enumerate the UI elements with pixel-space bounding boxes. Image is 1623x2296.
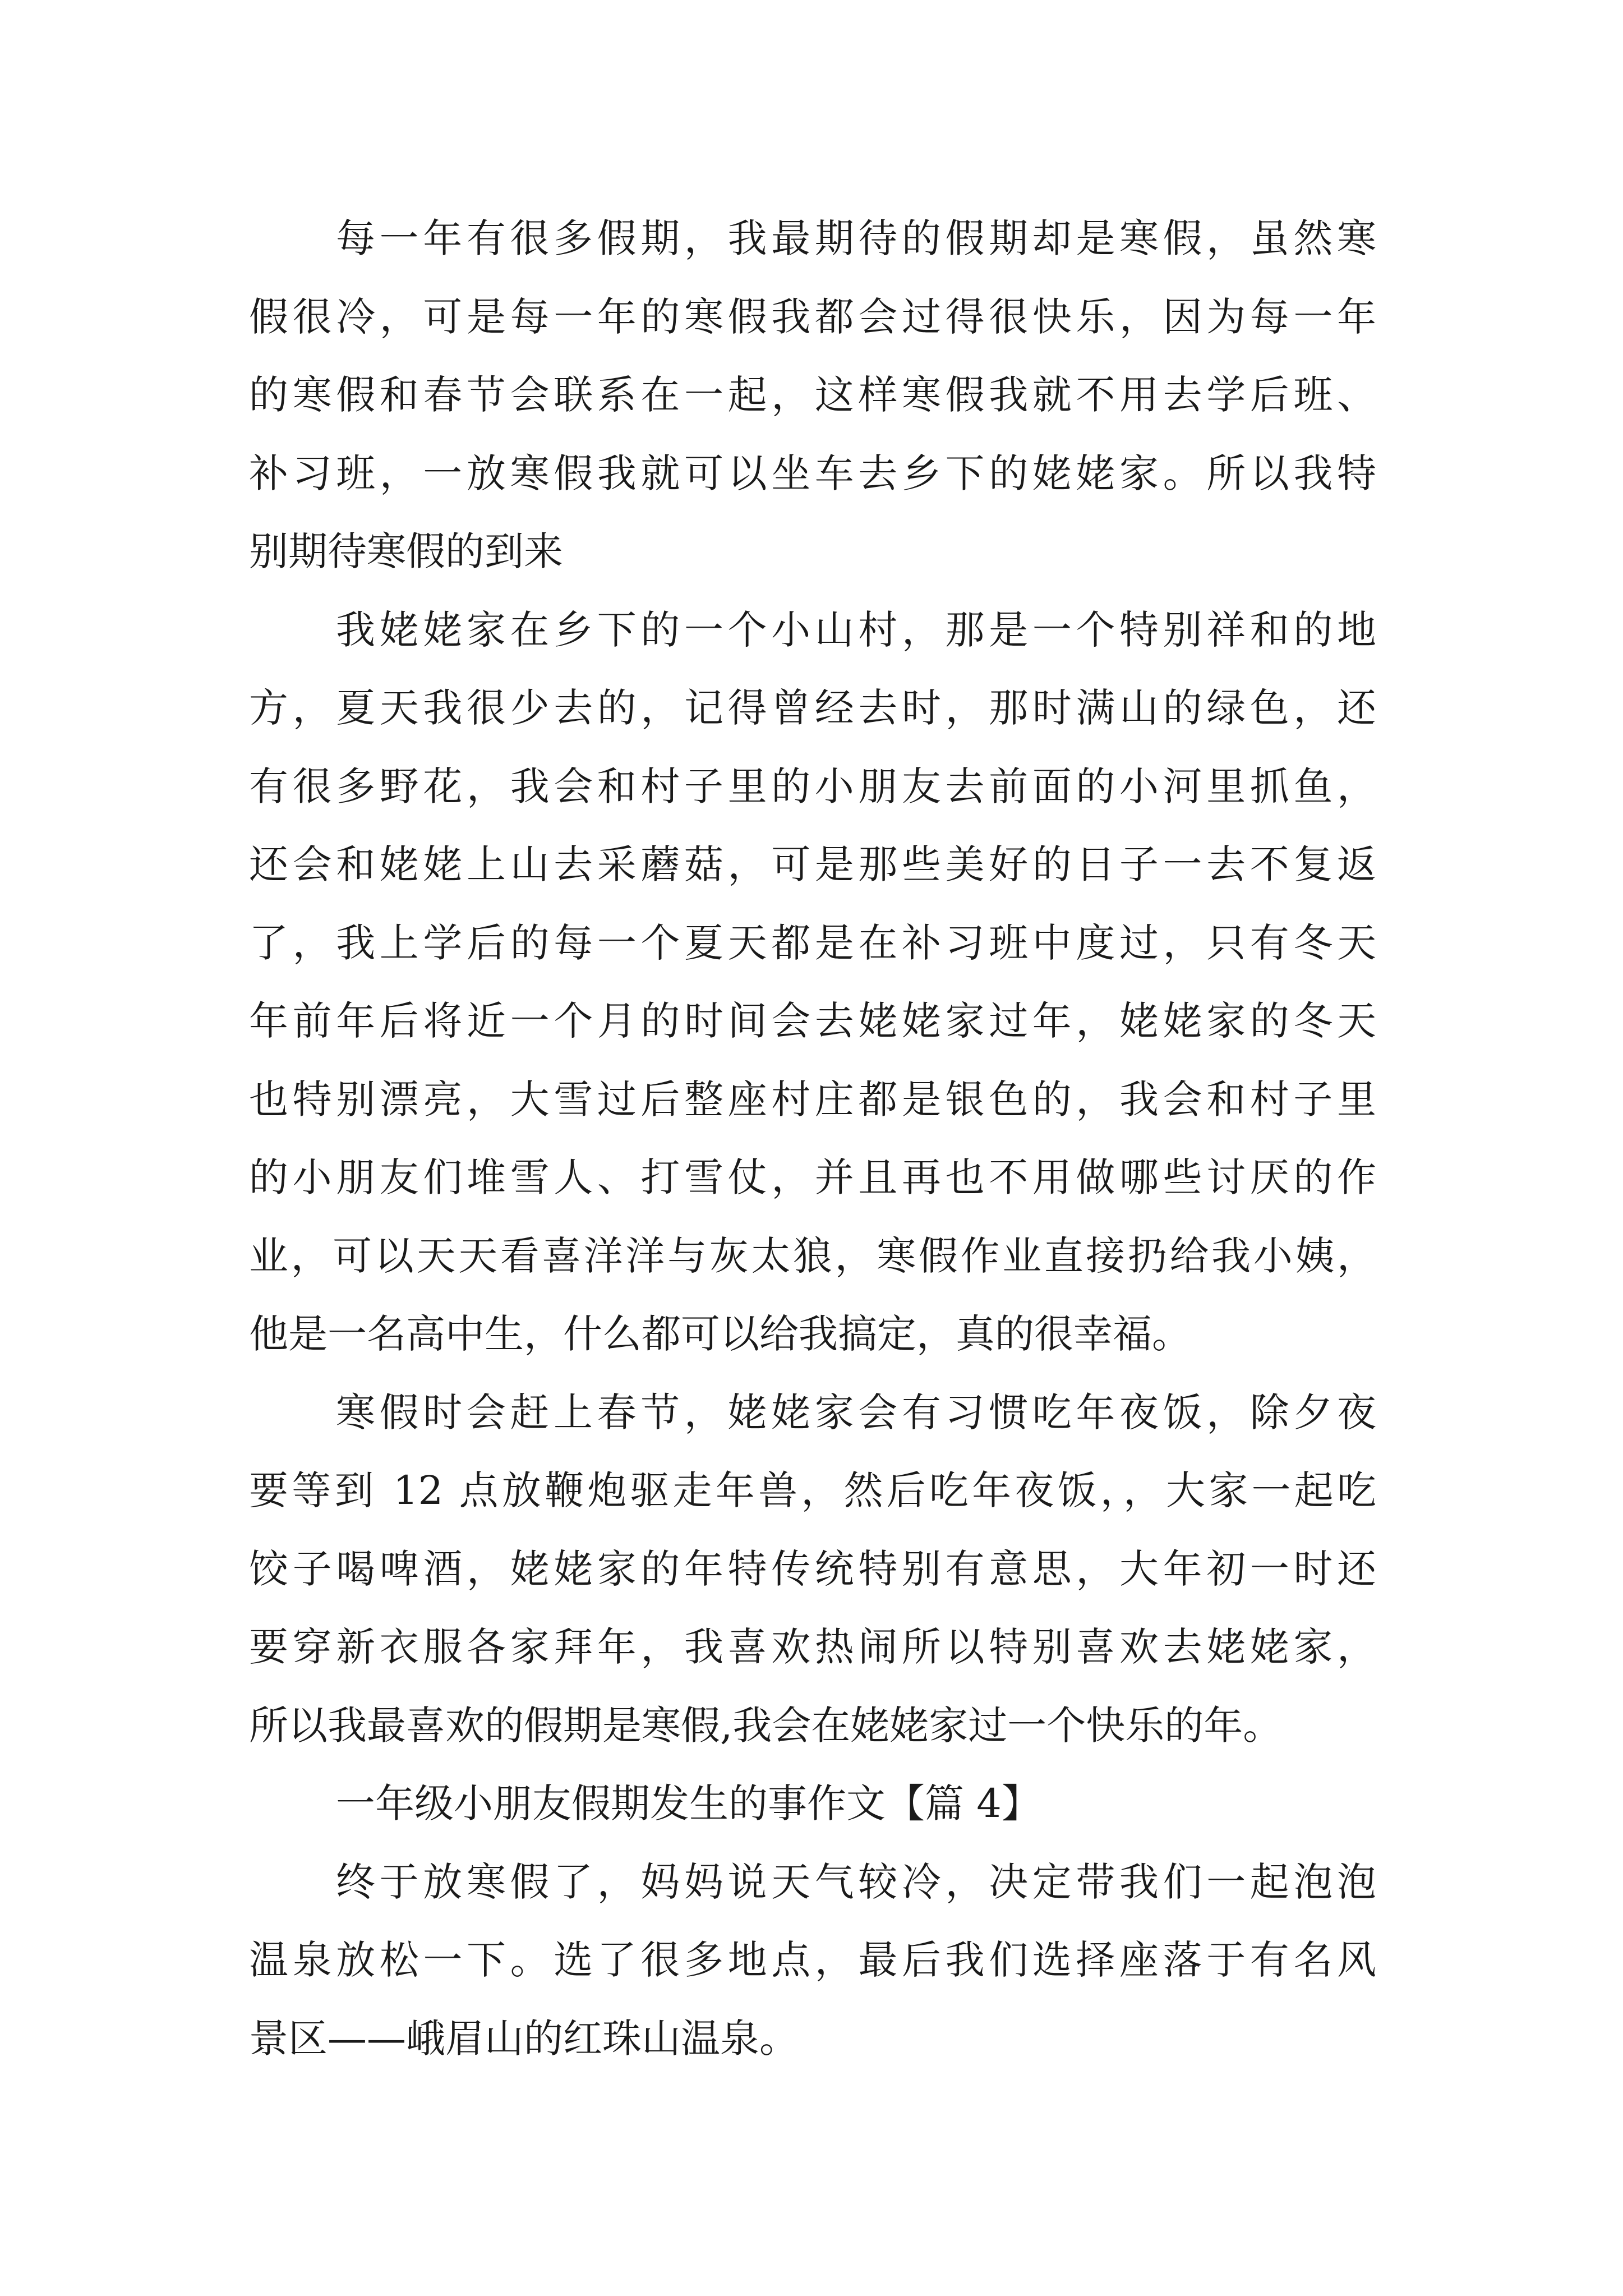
paragraph-2 [249,591,1376,1374]
text-line: 别期待寒假的到来 [249,528,563,574]
text-line: 所以我最喜欢的假期是寒假,我会在姥姥家过一个快乐的年。 [249,1702,1283,1749]
paragraph-3 [249,1374,1376,1765]
text-line: 了，我上学后的每一个夏天都是在补习班中度过，只有冬天 [249,919,1376,966]
text-line: 寒假时会赶上春节，姥姥家会有习惯吃年夜饭，除夕夜 [336,1389,1376,1435]
text-line: 假很冷，可是每一年的寒假我都会过得很快乐，因为每一年 [249,293,1376,340]
text-line: 的寒假和春节会联系在一起，这样寒假我就不用去学后班、 [249,372,1376,418]
text-line: 有很多野花，我会和村子里的小朋友去前面的小河里抓鱼， [249,763,1376,809]
text-line: 终于放寒假了，妈妈说天气较冷，决定带我们一起泡泡 [336,1858,1376,1905]
text-line: 要穿新衣服各家拜年，我喜欢热闹所以特别喜欢去姥姥家， [249,1624,1376,1670]
text-line: 年前年后将近一个月的时间会去姥姥家过年，姥姥家的冬天 [249,998,1376,1044]
text-line: 温泉放松一下。选了很多地点，最后我们选择座落于有名风 [249,1937,1376,1983]
text-line: 要等到 12 点放鞭炮驱走年兽，然后吃年夜饭，，大家一起吃 [249,1467,1376,1513]
text-line: 业，可以天天看喜洋洋与灰太狼，寒假作业直接扔给我小姨， [249,1232,1376,1279]
text-line: 还会和姥姥上山去采蘑菇，可是那些美好的日子一去不复返 [249,841,1376,887]
text-line: 饺子喝啤酒，姥姥家的年特传统特别有意思，大年初一时还 [249,1545,1376,1592]
text-line: 也特别漂亮，大雪过后整座村庄都是银色的，我会和村子里 [249,1076,1376,1122]
text-line: 的小朋友们堆雪人、打雪仗，并且再也不用做哪些讨厌的作 [249,1154,1376,1200]
text-line: 方，夏天我很少去的，记得曾经去时，那时满山的绿色，还 [249,685,1376,731]
text-line: 他是一名高中生，什么都可以给我搞定，真的很幸福。 [249,1311,1191,1357]
document-body [249,200,1376,2078]
section-title: 一年级小朋友假期发生的事作文【篇 4】 [336,1780,1041,1826]
section-heading [249,1765,1376,1843]
text-line: 景区——峨眉山的红珠山温泉。 [249,2015,799,2062]
paragraph-1 [249,200,1376,591]
text-line: 补习班，一放寒假我就可以坐车去乡下的姥姥家。所以我特 [249,450,1376,496]
text-line: 每一年有很多假期，我最期待的假期却是寒假，虽然寒 [336,215,1376,261]
paragraph-4 [249,1843,1376,2078]
text-line: 我姥姥家在乡下的一个小山村，那是一个特别祥和的地 [336,606,1376,653]
